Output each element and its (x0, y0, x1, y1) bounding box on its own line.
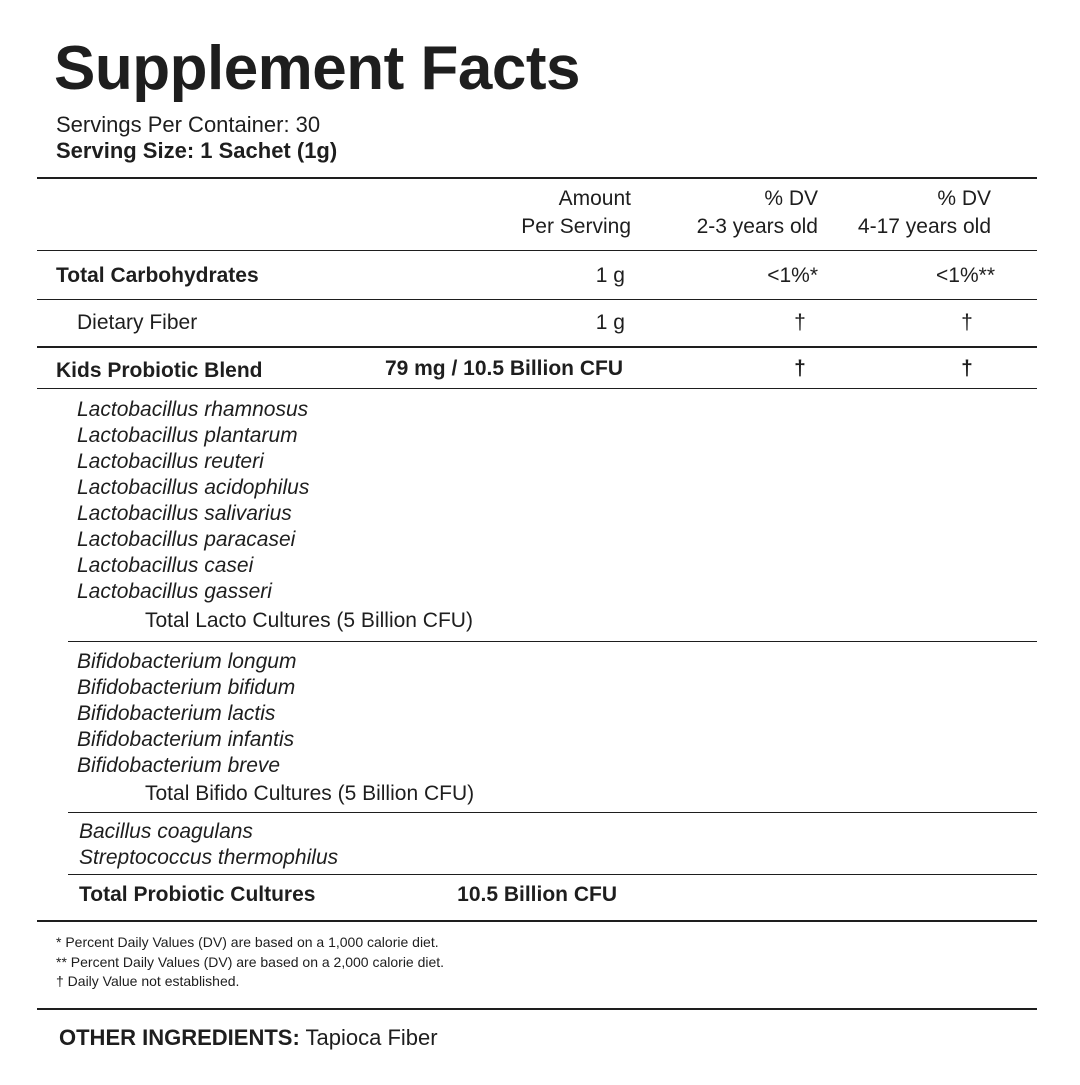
list-item: Lactobacillus gasseri (77, 580, 272, 603)
carbs-label: Total Carbohydrates (56, 264, 259, 287)
list-item: Lactobacillus casei (77, 554, 254, 577)
divider (37, 1008, 1037, 1010)
other-ingredients-value: Tapioca Fiber (305, 1025, 438, 1050)
total-probiotic-amount: 10.5 Billion CFU (457, 883, 617, 906)
other-strain-list (79, 819, 338, 871)
blend-amount: 79 mg / 10.5 Billion CFU (384, 357, 623, 380)
fiber-amount: 1 g (595, 311, 625, 334)
other-ingredients-label: OTHER INGREDIENTS: (59, 1025, 300, 1050)
carbs-amount: 1 g (595, 264, 625, 287)
other-ingredients (59, 1027, 438, 1049)
divider (68, 874, 1037, 875)
divider (68, 812, 1037, 813)
list-item: Bifidobacterium bifidum (77, 676, 296, 699)
column-header-dv-2-3: % DV 2-3 years old (696, 187, 818, 238)
list-item: Lactobacillus salivarius (77, 502, 292, 525)
total-probiotic-label: Total Probiotic Cultures (79, 883, 316, 906)
list-item: Bifidobacterium longum (77, 650, 297, 673)
list-item: Lactobacillus acidophilus (77, 476, 310, 499)
list-item: Bacillus coagulans (79, 820, 253, 843)
divider (37, 250, 1037, 251)
fiber-label: Dietary Fiber (77, 311, 198, 334)
list-item: Lactobacillus reuteri (77, 450, 264, 473)
page-title: Supplement Facts (54, 34, 580, 103)
blend-dv-2-3: † (794, 357, 806, 380)
servings-per-container: Servings Per Container: 30 (56, 112, 321, 137)
lacto-total: Total Lacto Cultures (5 Billion CFU) (145, 609, 473, 632)
fiber-dv-2-3: † (794, 311, 806, 334)
list-item: Lactobacillus rhamnosus (77, 398, 309, 421)
list-item: Lactobacillus plantarum (77, 424, 298, 447)
blend-dv-4-17: † (961, 357, 973, 380)
carbs-dv-2-3: <1%* (767, 264, 818, 287)
footnote: * Percent Daily Values (DV) are based on a 1,000 calorie diet. (56, 934, 439, 950)
divider (37, 346, 1037, 348)
footnote: † Daily Value not established. (56, 973, 240, 989)
list-item: Lactobacillus paracasei (77, 528, 296, 551)
lacto-strain-list (77, 397, 309, 605)
divider (37, 388, 1037, 389)
serving-size: Serving Size: 1 Sachet (1g) (56, 138, 338, 163)
divider (37, 299, 1037, 300)
list-item: Bifidobacterium breve (77, 754, 281, 777)
divider (37, 177, 1037, 179)
list-item: Bifidobacterium lactis (77, 702, 276, 725)
list-item: Streptococcus thermophilus (79, 846, 339, 869)
list-item: Bifidobacterium infantis (77, 728, 295, 751)
footnotes (56, 933, 444, 992)
column-header-dv-4-17: % DV 4-17 years old (857, 187, 991, 238)
fiber-dv-4-17: † (961, 311, 973, 334)
blend-label: Kids Probiotic Blend (56, 359, 263, 382)
footnote: ** Percent Daily Values (DV) are based on a 2,000 calorie diet. (56, 953, 445, 970)
bifido-total: Total Bifido Cultures (5 Billion CFU) (145, 782, 475, 805)
carbs-dv-4-17: <1%** (936, 264, 995, 287)
column-header-amount: Amount Per Serving (521, 187, 631, 238)
divider (68, 641, 1037, 642)
bifido-strain-list (77, 649, 296, 779)
divider (37, 920, 1037, 922)
